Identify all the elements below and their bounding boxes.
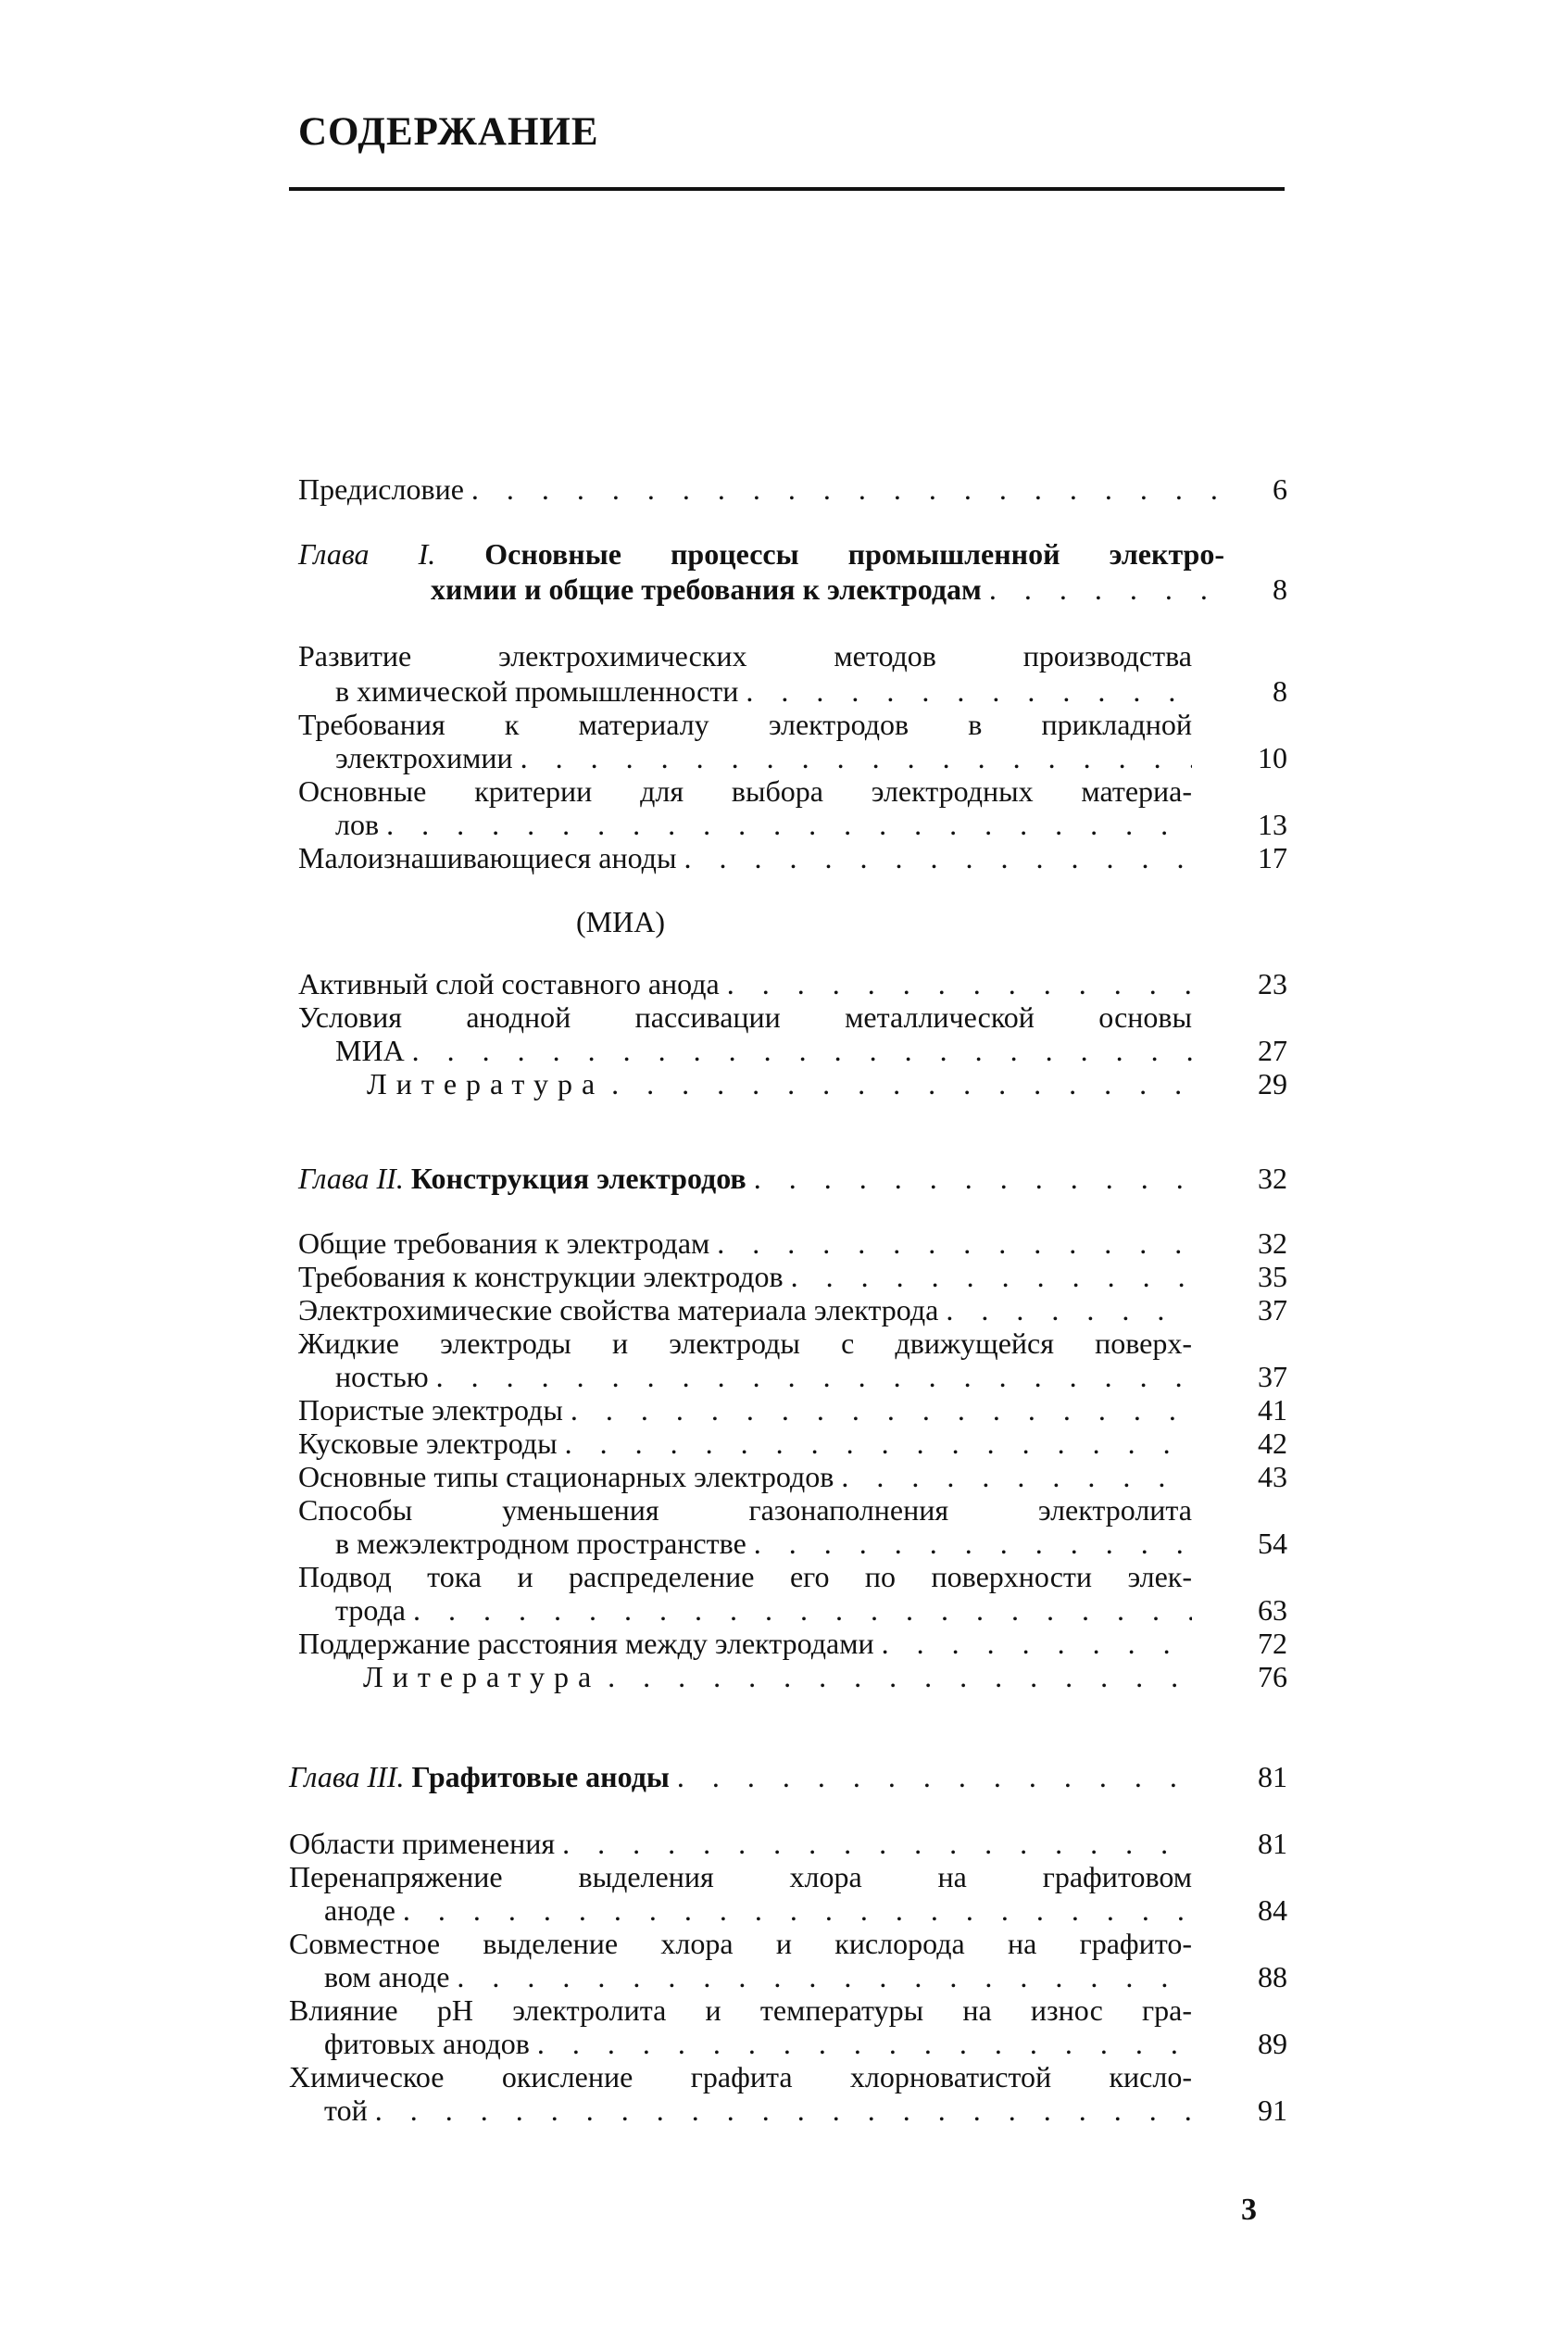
dot-leader bbox=[565, 1425, 1192, 1462]
dot-leader bbox=[754, 1525, 1192, 1562]
toc-entry-text: Общие требования к электродам bbox=[298, 1226, 710, 1260]
toc-entry-text: Литература bbox=[367, 1067, 605, 1100]
toc-entry-line: Влияние pH электролита и температуры на износ гра- bbox=[289, 1993, 1192, 2027]
dot-leader bbox=[727, 965, 1192, 1002]
toc-entry bbox=[324, 2025, 1192, 2062]
toc-entry-text: Предисловие bbox=[298, 472, 464, 506]
dot-leader bbox=[608, 1658, 1192, 1695]
dot-leader bbox=[375, 2092, 1192, 2129]
toc-entry-text: лов bbox=[335, 808, 380, 841]
dot-leader bbox=[562, 1825, 1192, 1862]
chapter-1-title-line-2 bbox=[431, 571, 1229, 608]
toc-entry-text: вом аноде bbox=[324, 1960, 450, 1993]
dot-leader bbox=[946, 1291, 1192, 1328]
toc-entry-line: Требования к материалу электродов в прикладной bbox=[298, 708, 1192, 741]
dot-leader bbox=[571, 1391, 1192, 1428]
dot-leader bbox=[403, 1892, 1192, 1929]
dot-leader bbox=[413, 1591, 1192, 1628]
toc-entry bbox=[298, 1391, 1192, 1428]
toc-entry-line: Способы уменьшения газонаполнения электролита bbox=[298, 1493, 1192, 1527]
dot-leader bbox=[611, 1065, 1192, 1102]
toc-page-number: 10 bbox=[1258, 741, 1287, 774]
toc-entry bbox=[335, 1032, 1192, 1069]
chapter-1-page-number: 8 bbox=[1273, 572, 1287, 606]
toc-page-number: 37 bbox=[1258, 1293, 1287, 1326]
toc-entry bbox=[335, 673, 1192, 710]
toc-entry-text: в межэлектродном пространстве bbox=[335, 1527, 746, 1560]
toc-entry-text: в химической промышленности bbox=[335, 674, 739, 708]
dot-leader bbox=[537, 2025, 1192, 2062]
chapter-1-title-line-1 bbox=[298, 535, 1224, 572]
page-heading: СОДЕРЖАНИЕ bbox=[298, 110, 599, 154]
toc-page-number: 23 bbox=[1258, 967, 1287, 1000]
toc-entry-text: трода bbox=[335, 1593, 406, 1627]
toc-entry-text: Электрохимические свойства материала электрода bbox=[298, 1293, 939, 1326]
toc-page-number: 29 bbox=[1258, 1067, 1287, 1100]
toc-page-number: 88 bbox=[1258, 1960, 1287, 1993]
toc-entry bbox=[298, 839, 1192, 876]
dot-leader bbox=[471, 471, 1229, 508]
chapter-2-page-number: 32 bbox=[1258, 1162, 1287, 1195]
chapter-1-title-part-1: Основные процессы промышленной электро- bbox=[484, 537, 1224, 571]
toc-entry-preface bbox=[298, 471, 1229, 508]
toc-page-number: 41 bbox=[1258, 1393, 1287, 1427]
toc-entry bbox=[324, 1958, 1192, 1995]
toc-entry-text: той bbox=[324, 2093, 368, 2127]
toc-entry bbox=[298, 1625, 1192, 1662]
dot-leader bbox=[412, 1032, 1192, 1069]
dot-leader bbox=[989, 571, 1229, 608]
chapter-2-title bbox=[298, 1160, 1192, 1197]
toc-page-number: 63 bbox=[1258, 1593, 1287, 1627]
chapter-2-title-text: Конструкция электродов bbox=[410, 1162, 746, 1195]
toc-entry bbox=[298, 1225, 1192, 1262]
toc-entry bbox=[335, 1591, 1192, 1628]
toc-entry-line: Условия анодной пассивации металлической основы bbox=[298, 1000, 1192, 1034]
toc-entry-text: аноде bbox=[324, 1893, 395, 1927]
toc-entry-line: Жидкие электроды и электроды с движущейся поверх- bbox=[298, 1326, 1192, 1360]
dot-leader bbox=[746, 673, 1192, 710]
toc-page-number: 54 bbox=[1258, 1527, 1287, 1560]
toc-entry-text: Литература bbox=[363, 1660, 601, 1693]
toc-entry-text: Требования к конструкции электродов bbox=[298, 1260, 784, 1293]
toc-entry bbox=[298, 1458, 1192, 1495]
dot-leader bbox=[841, 1458, 1192, 1495]
dot-leader bbox=[521, 739, 1192, 776]
dot-leader bbox=[791, 1258, 1192, 1295]
toc-page-number: 35 bbox=[1258, 1260, 1287, 1293]
dot-leader bbox=[386, 806, 1192, 843]
chapter-3-label: Глава III. bbox=[289, 1760, 405, 1793]
chapter-2-label: Глава II. bbox=[298, 1162, 404, 1195]
toc-page-number: 32 bbox=[1258, 1226, 1287, 1260]
toc-entry-literature bbox=[363, 1658, 1192, 1695]
toc-entry bbox=[289, 1825, 1192, 1862]
toc-entry-line: Перенапряжение выделения хлора на графитовом bbox=[289, 1860, 1192, 1893]
dot-leader bbox=[457, 1958, 1192, 1995]
toc-page-number: 13 bbox=[1258, 808, 1287, 841]
dot-leader bbox=[754, 1160, 1192, 1197]
toc-entry-text: фитовых анодов bbox=[324, 2027, 530, 2060]
toc-entry-text: Области применения bbox=[289, 1827, 556, 1860]
toc-page-number: 37 bbox=[1258, 1360, 1287, 1393]
dot-leader bbox=[717, 1225, 1192, 1262]
toc-entry-literature bbox=[367, 1065, 1192, 1102]
chapter-3-page-number: 81 bbox=[1258, 1760, 1287, 1793]
toc-entry-text: Пористые электроды bbox=[298, 1393, 563, 1427]
dot-leader bbox=[684, 839, 1192, 876]
toc-entry bbox=[298, 1425, 1192, 1462]
toc-page-number: 27 bbox=[1258, 1034, 1287, 1067]
page-number: 3 bbox=[1241, 2193, 1257, 2227]
toc-entry-line: Совместное выделение хлора и кислорода на графито- bbox=[289, 1927, 1192, 1960]
toc-page-number: 84 bbox=[1258, 1893, 1287, 1927]
toc-entry bbox=[335, 806, 1192, 843]
toc-entry-line: Подвод тока и распределение его по поверхности элек- bbox=[298, 1560, 1192, 1593]
toc-entry-text: МИА bbox=[335, 1034, 405, 1067]
toc-page-number: 43 bbox=[1258, 1460, 1287, 1493]
toc-page-number: 72 bbox=[1258, 1627, 1287, 1660]
toc-entry bbox=[298, 965, 1192, 1002]
toc-entry bbox=[298, 1291, 1192, 1328]
toc-entry bbox=[324, 2092, 1192, 2129]
dot-leader bbox=[436, 1358, 1192, 1395]
toc-page-number: 76 bbox=[1258, 1660, 1287, 1693]
dot-leader bbox=[677, 1758, 1192, 1795]
toc-entry bbox=[298, 1258, 1192, 1295]
toc-page-number: 42 bbox=[1258, 1427, 1287, 1460]
toc-entry-text: Поддержание расстояния между электродами bbox=[298, 1627, 874, 1660]
toc-page-number: 91 bbox=[1258, 2093, 1287, 2127]
toc-page-number: 89 bbox=[1258, 2027, 1287, 2060]
toc-page-number: 8 bbox=[1273, 674, 1287, 708]
toc-page-number: 6 bbox=[1273, 472, 1287, 506]
toc-page-number: 17 bbox=[1258, 841, 1287, 874]
chapter-1-title-part-2: химии и общие требования к электродам bbox=[431, 572, 982, 606]
toc-entry-text: ностью bbox=[335, 1360, 429, 1393]
toc-entry-text: Кусковые электроды bbox=[298, 1427, 558, 1460]
chapter-3-title-text: Графитовые аноды bbox=[411, 1760, 670, 1793]
toc-entry-text: Основные типы стационарных электродов bbox=[298, 1460, 834, 1493]
toc-entry bbox=[324, 1892, 1192, 1929]
toc-entry-text: Малоизнашивающиеся аноды bbox=[298, 841, 677, 874]
toc-entry bbox=[335, 1358, 1192, 1395]
mia-abbreviation: (МИА) bbox=[576, 905, 665, 938]
toc-entry bbox=[335, 1525, 1192, 1562]
toc-entry-text: электрохимии bbox=[335, 741, 513, 774]
toc-entry-line: Основные критерии для выбора электродных материа- bbox=[298, 774, 1192, 808]
toc-entry-line: Химическое окисление графита хлорноватистой кисло- bbox=[289, 2060, 1192, 2093]
dot-leader bbox=[882, 1625, 1192, 1662]
toc-entry-line: Развитие электрохимических методов производства bbox=[298, 639, 1192, 673]
chapter-3-title bbox=[289, 1758, 1192, 1795]
toc-entry-text: Активный слой составного анода bbox=[298, 967, 720, 1000]
toc-entry bbox=[335, 739, 1192, 776]
toc-page-number: 81 bbox=[1258, 1827, 1287, 1860]
chapter-1-label: Глава I. bbox=[298, 537, 436, 571]
